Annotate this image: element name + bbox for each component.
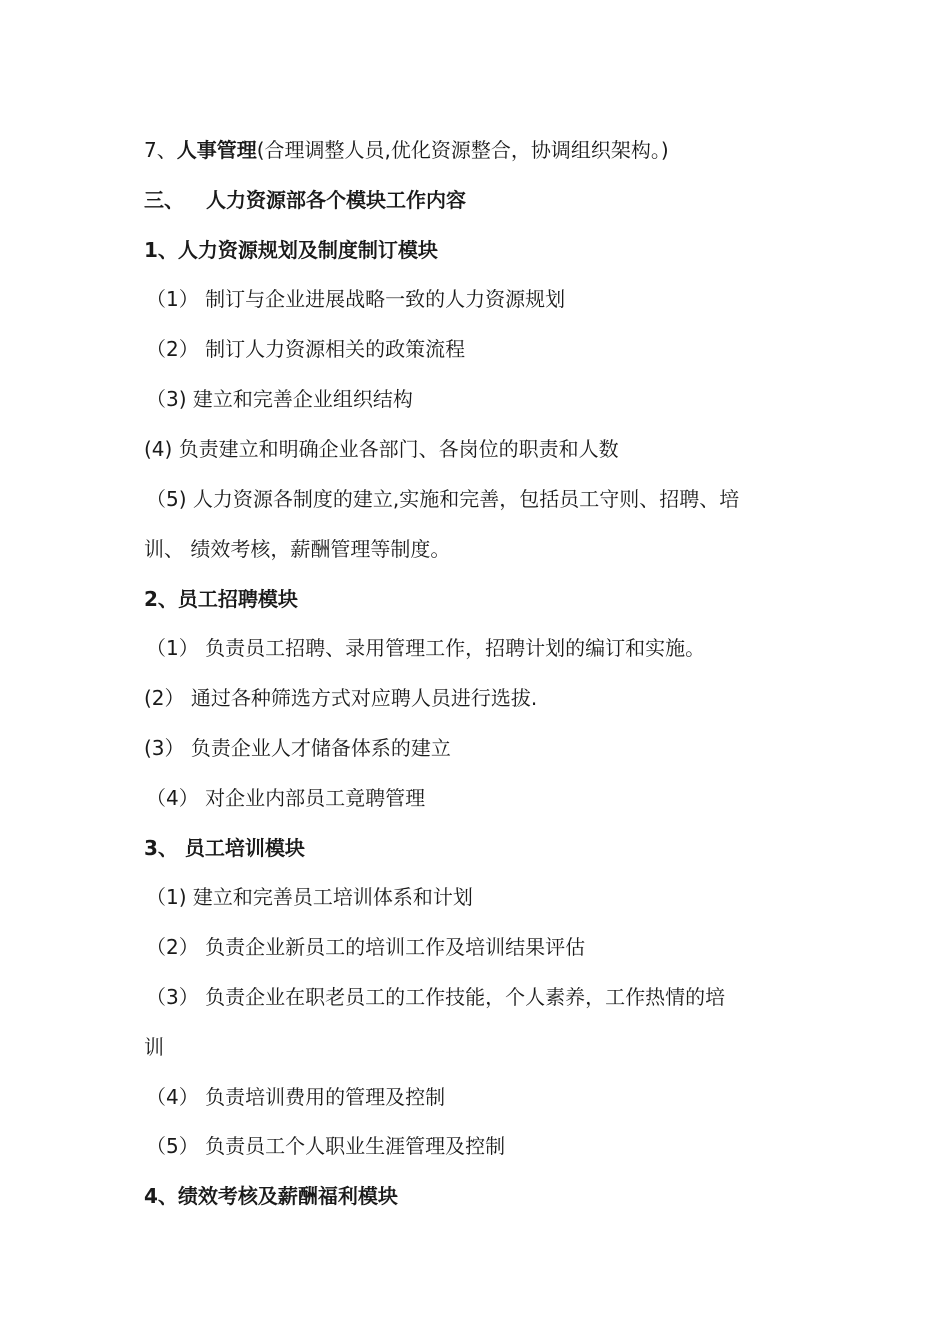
module-2-title: 2、员工招聘模块: [144, 587, 298, 611]
item-7-rest: (合理调整人员,优化资源整合，协调组织架构。): [256, 138, 669, 162]
item-7-bold: 人事管理: [176, 138, 257, 162]
module-1-item: （5) 人力资源各制度的建立,实施和完善，包括员工守则、招聘、培: [146, 487, 740, 511]
module-2-item: （4） 对企业内部员工竟聘管理: [146, 786, 426, 810]
section-3-heading: [144, 186, 466, 214]
module-1-title: 1、人力资源规划及制度制订模块: [144, 238, 438, 262]
module-1-item: （2） 制订人力资源相关的政策流程: [146, 337, 466, 361]
module-1-item: （3) 建立和完善企业组织结构: [146, 387, 413, 411]
module-1-item-continued: 训、 绩效考核，薪酬管理等制度。: [144, 537, 451, 561]
module-3-item: （5） 负责员工个人职业生涯管理及控制: [146, 1134, 506, 1158]
module-3-item: （1) 建立和完善员工培训体系和计划: [146, 885, 473, 909]
section-3-prefix: 三、: [144, 188, 184, 212]
module-1-item: （1） 制订与企业进展战略一致的人力资源规划: [146, 287, 566, 311]
module-2-item: (3） 负责企业人才储备体系的建立: [144, 736, 451, 760]
item-7-prefix: 7、: [144, 138, 177, 162]
module-4-title: 4、绩效考核及薪酬福利模块: [144, 1184, 398, 1208]
module-3-item: （4） 负责培训费用的管理及控制: [146, 1085, 446, 1109]
section-3-title: 人力资源部各个模块工作内容: [206, 188, 466, 212]
module-3-item: （3） 负责企业在职老员工的工作技能，个人素养，工作热情的培: [146, 985, 726, 1009]
item-7-line: [144, 136, 669, 164]
module-3-item: （2） 负责企业新员工的培训工作及培训结果评估: [146, 935, 586, 959]
module-3-item-continued: 训: [144, 1035, 164, 1059]
module-2-item: （1） 负责员工招聘、录用管理工作，招聘计划的编订和实施。: [146, 636, 706, 660]
module-3-title: 3、 员工培训模块: [144, 836, 305, 860]
module-2-item: (2） 通过各种筛选方式对应聘人员进行选拔.: [144, 686, 538, 710]
module-1-item: (4) 负责建立和明确企业各部门、各岗位的职责和人数: [144, 437, 619, 461]
